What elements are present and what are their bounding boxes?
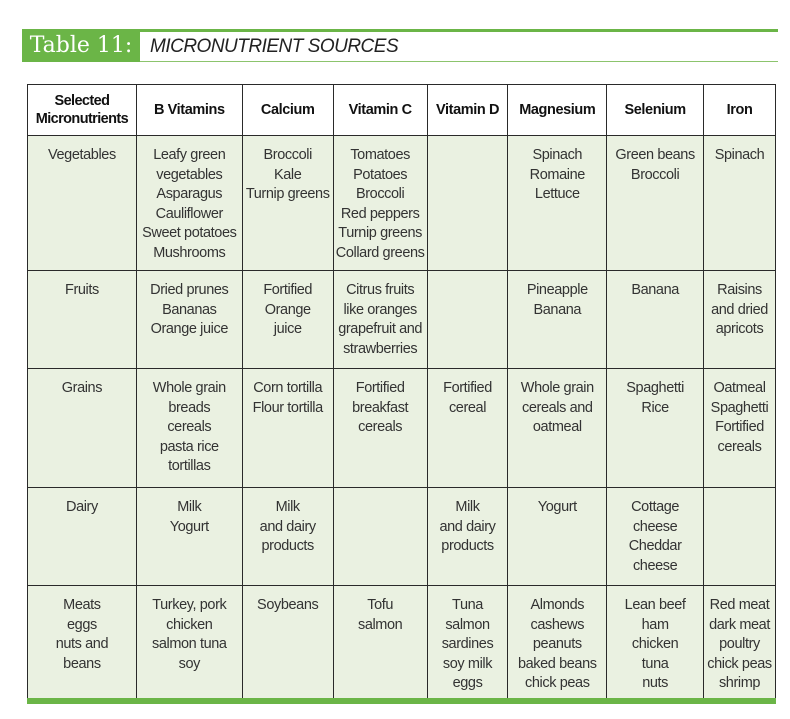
cell-line: Broccoli: [630, 166, 680, 183]
cell-line: oatmeal: [532, 419, 582, 436]
cell-line: Dried prunes: [150, 282, 229, 298]
column-header: Calcium: [242, 85, 333, 136]
table-row: [28, 586, 776, 701]
cell-line: Red meat: [709, 597, 770, 613]
table-row: [28, 271, 776, 369]
cell-line: Milk: [275, 499, 300, 515]
table-cell: [136, 488, 242, 586]
table-cell: [508, 488, 607, 586]
cell-line: nuts and: [55, 636, 109, 653]
table-cell: [333, 369, 427, 488]
cell-line: strawberries: [343, 340, 418, 357]
table-row: [28, 136, 776, 271]
column-header: B Vitamins: [136, 85, 242, 136]
table-row: [28, 369, 776, 488]
cell-line: Red peppers: [340, 205, 420, 222]
cell-line: products: [441, 538, 494, 555]
cell-line: Spaghetti: [710, 399, 769, 416]
cell-line: cashews: [530, 616, 585, 633]
cell-line: nuts: [642, 675, 669, 692]
cell-line: Tuna: [452, 597, 483, 613]
cell-line: Vegetables: [48, 147, 116, 163]
header-line: Selected: [54, 93, 110, 109]
table-cell: [427, 586, 508, 701]
table-row: [28, 488, 776, 586]
cell-line: Oatmeal: [713, 380, 766, 396]
cell-line: Yogurt: [537, 499, 577, 515]
cell-line: poultry: [719, 636, 760, 653]
header-line: Micronutrients: [35, 111, 129, 127]
cell-line: cereals: [167, 419, 212, 436]
row-category-cell: [28, 271, 137, 369]
table-cell: [242, 136, 333, 271]
cell-line: Leafy green: [153, 147, 226, 163]
cell-line: cereals: [717, 438, 762, 455]
cell-line: grapefruit and: [338, 321, 423, 338]
header-row: [28, 85, 776, 136]
table-cell: [704, 369, 776, 488]
table-title-bar: [22, 29, 778, 62]
table-cell: [136, 586, 242, 701]
cell-line: Turkey, pork: [152, 597, 227, 613]
table-cell: [607, 488, 704, 586]
cell-line: breads: [168, 399, 211, 416]
cell-line: ham: [641, 616, 669, 633]
table-cell: [333, 488, 427, 586]
cell-line: Rice: [641, 399, 669, 416]
table-cell: [704, 271, 776, 369]
cell-line: Cottage: [631, 499, 680, 515]
cell-line: tuna: [641, 655, 669, 672]
cell-line: Meats: [63, 597, 101, 613]
cell-line: Cheddar: [628, 538, 682, 555]
table-cell: [704, 136, 776, 271]
row-category-cell: [28, 369, 137, 488]
cell-line: apricots: [715, 321, 764, 338]
table-cell: [136, 271, 242, 369]
cell-line: pasta rice: [159, 438, 219, 455]
table-cell: [333, 271, 427, 369]
cell-line: chicken: [166, 616, 213, 633]
table-cell: [136, 369, 242, 488]
cell-line: beans: [63, 655, 101, 672]
cell-line: and dairy: [259, 518, 316, 535]
cell-line: Fruits: [64, 282, 99, 298]
table-cell: [607, 586, 704, 701]
cell-line: cheese: [632, 557, 678, 574]
cell-line: vegetables: [156, 166, 223, 183]
cell-line: Asparagus: [156, 186, 223, 203]
cell-line: like oranges: [343, 301, 417, 318]
cell-line: peanuts: [532, 636, 582, 653]
cell-line: Raisins: [717, 282, 762, 298]
cell-line: chick peas: [707, 655, 772, 672]
cell-line: Sweet potatoes: [142, 225, 237, 242]
table-cell: [508, 586, 607, 701]
row-category-cell: [28, 136, 137, 271]
cell-line: Lean beef: [624, 597, 686, 613]
cell-line: Flour tortilla: [252, 399, 323, 416]
column-header: Vitamin D: [427, 85, 508, 136]
table-cell: [242, 586, 333, 701]
cell-line: Citrus fruits: [346, 282, 415, 298]
cell-line: Turnip greens: [245, 186, 330, 203]
cell-line: cereal: [448, 399, 487, 416]
cell-line: Mushrooms: [153, 244, 226, 261]
cell-line: Milk: [455, 499, 480, 515]
cell-line: Whole grain: [520, 380, 594, 396]
table-cell: [427, 271, 508, 369]
cell-line: Broccoli: [263, 147, 312, 163]
cell-line: breakfast: [352, 399, 409, 416]
column-header: Selenium: [607, 85, 704, 136]
row-category-cell: [28, 586, 137, 701]
cell-line: products: [261, 538, 314, 555]
table-cell: [333, 586, 427, 701]
table-title: MICRONUTRIENT SOURCES: [150, 36, 399, 57]
cell-line: Orange: [264, 301, 311, 318]
cell-line: sardines: [441, 636, 494, 653]
table-cell: [427, 488, 508, 586]
table-cell: [607, 136, 704, 271]
cell-line: shrimp: [718, 675, 761, 692]
cell-line: Fortified: [263, 282, 313, 298]
cell-line: Spaghetti: [626, 380, 684, 396]
table-cell: [704, 586, 776, 701]
cell-line: Corn tortilla: [253, 380, 323, 396]
cell-line: salmon tuna: [151, 636, 227, 653]
cell-line: Kale: [273, 166, 302, 183]
cell-line: Potatoes: [353, 166, 408, 183]
cell-line: Grains: [61, 380, 103, 396]
cell-line: cheese: [632, 518, 678, 535]
cell-line: baked beans: [517, 655, 597, 672]
cell-line: Broccoli: [355, 186, 405, 203]
cell-line: chick peas: [525, 675, 590, 692]
cell-line: and dairy: [439, 518, 496, 535]
micronutrient-table: [27, 84, 776, 704]
cell-line: Banana: [533, 301, 582, 318]
cell-line: Orange juice: [150, 321, 228, 338]
table-cell: [242, 369, 333, 488]
cell-line: Pineapple: [526, 282, 588, 298]
cell-line: Fortified: [715, 419, 764, 436]
table-number: Table 11:: [22, 29, 140, 62]
cell-line: Whole grain: [152, 380, 226, 396]
cell-line: Soybeans: [257, 597, 319, 613]
row-category-cell: [28, 488, 137, 586]
cell-line: Fortified: [443, 380, 492, 396]
table-cell: [508, 271, 607, 369]
cell-line: chicken: [631, 636, 679, 653]
cell-line: eggs: [452, 675, 483, 692]
table-cell: [508, 136, 607, 271]
table-cell: [607, 369, 704, 488]
table-cell: [704, 488, 776, 586]
cell-line: Cauliflower: [155, 205, 223, 222]
cell-line: salmon: [357, 616, 403, 633]
table-cell: [136, 136, 242, 271]
table-cell: [333, 136, 427, 271]
cell-line: soy: [178, 655, 200, 672]
table-cell: [427, 136, 508, 271]
cell-line: Tomatoes: [350, 147, 410, 163]
cell-line: salmon: [445, 616, 490, 633]
column-header: Magnesium: [508, 85, 607, 136]
cell-line: dark meat: [709, 616, 770, 633]
cell-line: Bananas: [162, 301, 217, 318]
cell-line: juice: [273, 321, 302, 338]
table-cell: [427, 369, 508, 488]
table-cell: [607, 271, 704, 369]
cell-line: Banana: [631, 282, 679, 298]
cell-line: Tofu: [367, 597, 394, 613]
cell-line: Green beans: [615, 147, 695, 163]
column-header: Vitamin C: [333, 85, 427, 136]
cell-line: Lettuce: [534, 186, 580, 203]
cell-line: eggs: [67, 616, 97, 633]
table-cell: [242, 271, 333, 369]
cell-line: Spinach: [714, 147, 765, 163]
column-header: Iron: [704, 85, 776, 136]
cell-line: Dairy: [66, 499, 98, 515]
cell-line: tortillas: [168, 458, 211, 475]
table-cell: [242, 488, 333, 586]
cell-line: Turnip greens: [338, 225, 423, 242]
cell-line: Yogurt: [169, 518, 209, 535]
cell-line: and dried: [711, 301, 768, 318]
cell-line: soy milk: [442, 655, 493, 672]
cell-line: Romaine: [529, 166, 585, 183]
cell-line: Spinach: [532, 147, 583, 163]
cell-line: cereals: [358, 419, 403, 436]
cell-line: Almonds: [530, 597, 585, 613]
cell-line: Milk: [177, 499, 202, 515]
column-header: [28, 85, 137, 136]
cell-line: Collard greens: [335, 244, 425, 261]
table-cell: [508, 369, 607, 488]
cell-line: cereals and: [522, 399, 593, 416]
cell-line: Fortified: [355, 380, 405, 396]
